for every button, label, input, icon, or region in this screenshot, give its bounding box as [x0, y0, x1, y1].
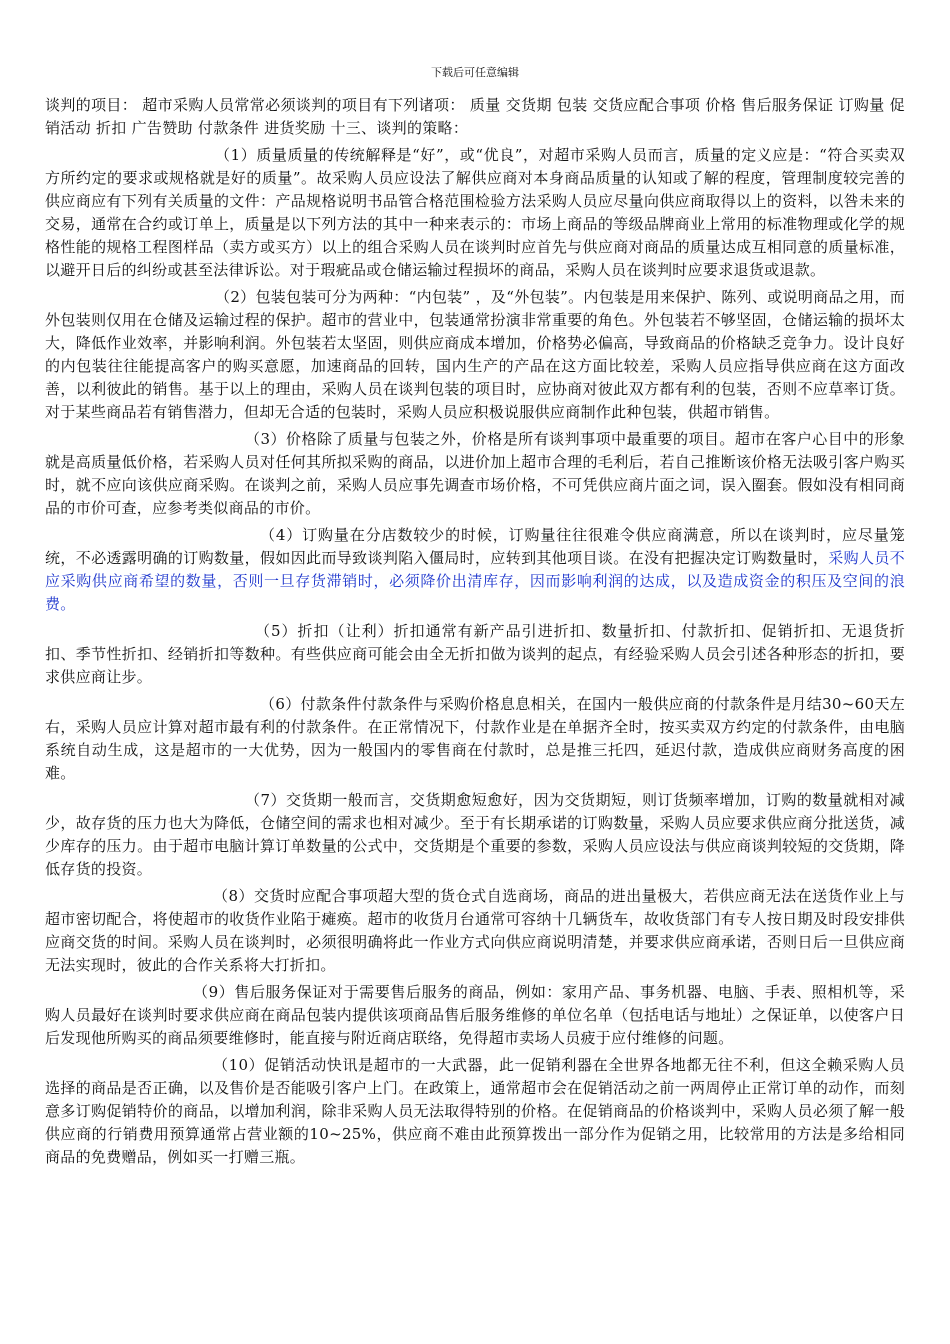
paragraph-text: 谈判的项目： 超市采购人员常常必须谈判的项目有下列诸项： 质量 交货期 包装 交货应配合事项 价格 售后服务保证 订购量 促销活动 折扣 广告赞助 付款条件 进货奖励 十三、谈判的策略： — [45, 96, 905, 137]
paragraph-text: （1）质量质量的传统解释是“好”，或“优良”，对超市采购人员而言，质量的定义应是：“符合买卖双方所约定的要求或规格就是好的质量”。故采购人员应设法了解供应商对本身商品质量的认知或了解的程度，管理制度较完善的供应商应有下列有关质量的文件：产品规格说明书品管合格范围检验方法采购人员应尽量向供应商取得以上的资料，以咎未来的交易，通常在合约或订单上，质量是以下列方法的其中一种来表示的：市场上商品的等级品牌商业上常用的标准物理或化学的规格性能的规格工程图样品（卖方或买方）以上的组合采购人员在谈判时应首先与供应商对商品的质量达成互相同意的质量标准，以避开日后的纠纷或甚至法律诉讼。对于瑕疵品或仓储运输过程损坏的商品，采购人员在谈判时应要求退货或退款。 — [45, 146, 905, 279]
paragraph-text: （4）订购量在分店数较少的时候，订购量往往很难令供应商满意，所以在谈判时，应尽量笼统，不必透露明确的订购数量，假如因此而导致谈判陷入僵局时，应转到其他项目谈。在没有把握决定订购数量时， — [45, 526, 905, 567]
paragraph-6 — [45, 620, 905, 689]
paragraph-11 — [45, 1054, 905, 1169]
paragraph-text: （6）付款条件付款条件与采购价格息息相关，在国内一般供应商的付款条件是月结30~60天左右，采购人员应计算对超市最有利的付款条件。在正常情况下，付款作业是在单据齐全时，按买卖双方约定的付款条件，由电脑系统自动生成，这是超市的一大优势，因为一般国内的零售商在付款时，总是推三托四，延迟付款，造成供应商财务高度的困难。 — [45, 695, 905, 782]
paragraph-text: （7）交货期一般而言，交货期愈短愈好，因为交货期短，则订货频率增加，订购的数量就相对减少，故存货的压力也大为降低，仓储空间的需求也相对减少。至于有长期承诺的订购数量，采购人员应要求供应商分批送货，减少库存的压力。由于超市电脑计算订单数量的公式中，交货期是个重要的参数，采购人员应设法与供应商谈判较短的交货期，降低存货的投资。 — [45, 791, 905, 878]
highlighted-text: 采购人员不应采购供应商希望的数量，否则一旦存货滞销时，必须降价出清库存，因而影响利润的达成，以及造成资金的积压及空间的浪费。 — [45, 549, 905, 613]
paragraph-text: （5）折扣（让利）折扣通常有新产品引进折扣、数量折扣、付款折扣、促销折扣、无退货折扣、季节性折扣、经销折扣等数种。有些供应商可能会由全无折扣做为谈判的起点，有经验采购人员会引述各种形态的折扣，要求供应商让步。 — [45, 622, 905, 686]
paragraph-5 — [45, 524, 905, 616]
paragraph-3 — [45, 286, 905, 424]
paragraph-4 — [45, 428, 905, 520]
paragraph-text: （9）售后服务保证对于需要售后服务的商品，例如：家用产品、事务机器、电脑、手表、照相机等，采购人员最好在谈判时要求供应商在商品包装内提供该项商品售后服务维修的单位名单（包括电话与地址）之保证单，以使客户日后发现他所购买的商品须要维修时，能直接与附近商店联络，免得超市卖场人员疲于应付维修的问题。 — [45, 983, 905, 1047]
paragraph-7 — [45, 693, 905, 785]
paragraph-10 — [45, 981, 905, 1050]
paragraph-2 — [45, 144, 905, 282]
page-header-note: 下载后可任意编辑 — [431, 66, 519, 79]
paragraph-text: （2）包装包装可分为两种：“内包装” ，及“外包装”。内包装是用来保护、陈列、或说明商品之用，而外包装则仅用在仓储及运输过程的保护。超市的营业中，包装通常扮演非常重要的角色。外包装若不够坚固，仓储运输的损坏太大，降低作业效率，并影响利润。外包装若太坚固，则供应商成本增加，价格势必偏高，导致商品的价格缺乏竞争力。设计良好的内包装往往能提高客户的购买意愿，加速商品的回转，国内生产的产品在这方面比较差，采购人员应指导供应商在这方面改善，以利彼此的销售。基于以上的理由，采购人员在谈判包装的项目时，应协商对彼此双方都有利的包装，否则不应草率订货。对于某些商品若有销售潜力，但却无合适的包装时，采购人员应积极说服供应商制作此种包装，供超市销售。 — [45, 288, 905, 421]
paragraph-9 — [45, 885, 905, 977]
paragraph-8 — [45, 789, 905, 881]
paragraph-1 — [45, 94, 905, 140]
paragraph-text: （3）价格除了质量与包装之外，价格是所有谈判事项中最重要的项目。超市在客户心目中的形象就是高质量低价格，若采购人员对任何其所拟采购的商品，以进价加上超市合理的毛利后，若自己推断该价格无法吸引客户购买时，就不应向该供应商采购。在谈判之前，采购人员应事先调查市场价格，不可凭供应商片面之词，误入圈套。假如没有相同商品的市价可查，应参考类似商品的市价。 — [45, 430, 905, 517]
paragraph-text: （10）促销活动快讯是超市的一大武器，此一促销利器在全世界各地都无往不利，但这全赖采购人员选择的商品是否正确，以及售价是否能吸引客户上门。在政策上，通常超市会在促销活动之前一两周停止正常订单的动作，而刻意多订购促销特价的商品，以增加利润，除非采购人员无法取得特别的价格。在促销商品的价格谈判中，采购人员必须了解一般供应商的行销费用预算通常占营业额的10~25%，供应商不难由此预算拨出一部分作为促销之用，比较常用的方法是多给相同商品的免费赠品，例如买一打赠三瓶。 — [45, 1056, 905, 1166]
document-body — [45, 94, 905, 1173]
paragraph-text: （8）交货时应配合事项超大型的货仓式自选商场，商品的进出量极大，若供应商无法在送货作业上与超市密切配合，将使超市的收货作业陷于瘫痪。超市的收货月台通常可容纳十几辆货车，故收货部门有专人按日期及时段安排供应商交货的时间。采购人员在谈判时，必须很明确将此一作业方式向供应商说明清楚，并要求供应商承诺，否则日后一旦供应商无法实现时，彼此的合作关系将大打折扣。 — [45, 887, 905, 974]
